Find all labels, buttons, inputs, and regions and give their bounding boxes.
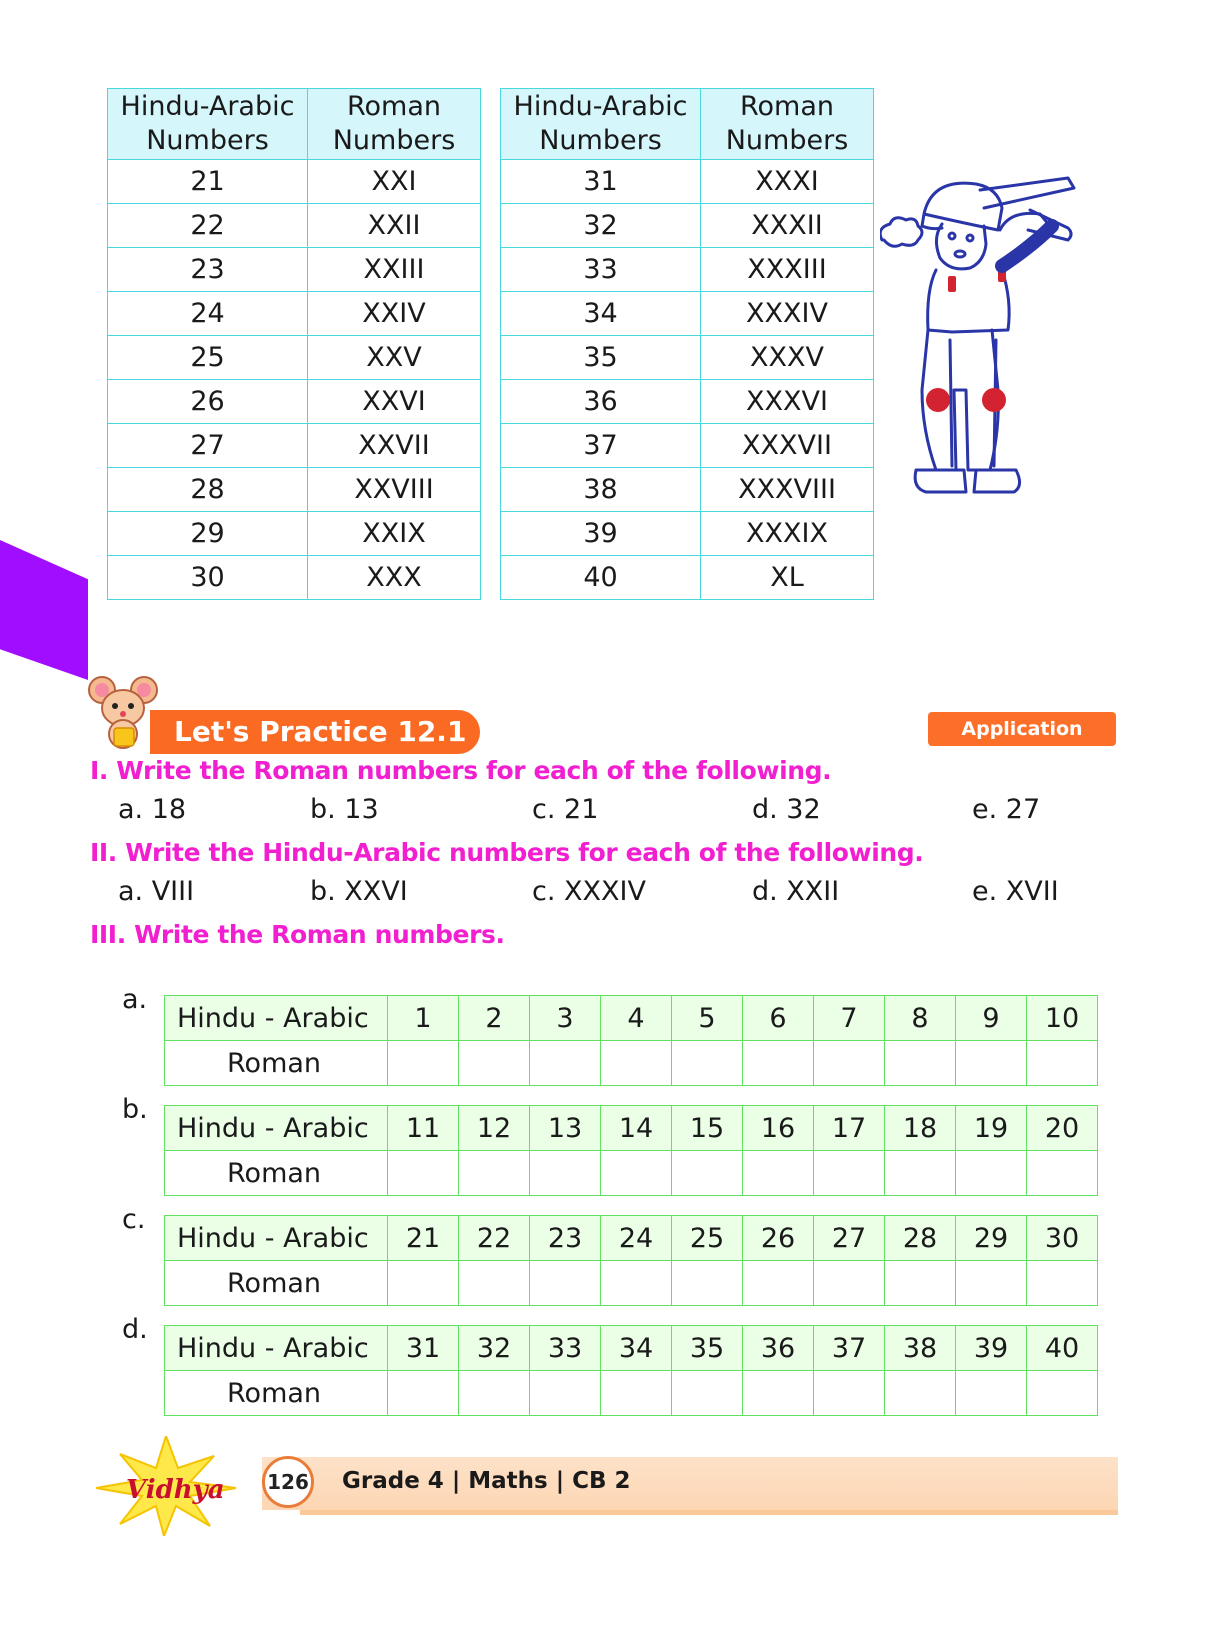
purple-edge-tab <box>0 540 88 680</box>
grid-row-heading: Roman <box>165 1261 388 1306</box>
hindu-arabic-cell: 37 <box>501 424 701 468</box>
hindu-arabic-cell: 24 <box>108 292 308 336</box>
roman-cell: XXII <box>308 204 481 248</box>
answer-cell[interactable] <box>1027 1261 1098 1306</box>
grid-number-cell: 13 <box>530 1106 601 1151</box>
hindu-arabic-cell: 27 <box>108 424 308 468</box>
reference-table-31-40 <box>500 88 874 600</box>
answer-cell[interactable] <box>885 1371 956 1416</box>
grid-number-cell: 28 <box>885 1216 956 1261</box>
question-item: e. XVII <box>972 876 1059 907</box>
answer-cell[interactable] <box>814 1371 885 1416</box>
answer-cell[interactable] <box>885 1041 956 1086</box>
grid-number-cell: 23 <box>530 1216 601 1261</box>
grid-number-cell: 10 <box>1027 996 1098 1041</box>
hindu-arabic-cell: 21 <box>108 160 308 204</box>
hindu-arabic-cell: 22 <box>108 204 308 248</box>
grid-number-cell: 1 <box>388 996 459 1041</box>
answer-cell[interactable] <box>956 1371 1027 1416</box>
answer-cell[interactable] <box>1027 1371 1098 1416</box>
batter-illustration <box>880 170 1110 510</box>
practice-grid-d <box>164 1325 1098 1416</box>
question-1-items <box>0 794 1223 828</box>
answer-cell[interactable] <box>388 1041 459 1086</box>
hindu-arabic-cell: 25 <box>108 336 308 380</box>
roman-cell: XXX <box>308 556 481 600</box>
grid-number-cell: 4 <box>601 996 672 1041</box>
answer-cell[interactable] <box>814 1151 885 1196</box>
table-row <box>501 512 874 556</box>
answer-cell[interactable] <box>530 1261 601 1306</box>
hindu-arabic-cell: 29 <box>108 512 308 556</box>
grid-number-cell: 25 <box>672 1216 743 1261</box>
answer-cell[interactable] <box>743 1371 814 1416</box>
table-row <box>108 380 481 424</box>
answer-cell[interactable] <box>459 1261 530 1306</box>
table-header-roman: Roman Numbers <box>308 89 481 160</box>
table-row <box>108 160 481 204</box>
grid-number-cell: 15 <box>672 1106 743 1151</box>
hindu-arabic-cell: 38 <box>501 468 701 512</box>
practice-grid-c <box>164 1215 1098 1306</box>
table-row <box>501 424 874 468</box>
grid-number-cell: 14 <box>601 1106 672 1151</box>
grid-number-cell: 19 <box>956 1106 1027 1151</box>
grid-number-cell: 20 <box>1027 1106 1098 1151</box>
page-number: 126 <box>262 1456 314 1508</box>
answer-cell[interactable] <box>601 1151 672 1196</box>
answer-cell[interactable] <box>388 1151 459 1196</box>
grid-number-cell: 38 <box>885 1326 956 1371</box>
hindu-arabic-cell: 31 <box>501 160 701 204</box>
reference-table-21-30 <box>107 88 481 600</box>
grid-row-heading: Roman <box>165 1151 388 1196</box>
grid-number-cell: 32 <box>459 1326 530 1371</box>
roman-cell: XXXIX <box>701 512 874 556</box>
grid-row-heading: Hindu - Arabic <box>165 1326 388 1371</box>
hindu-arabic-cell: 39 <box>501 512 701 556</box>
hindu-arabic-cell: 36 <box>501 380 701 424</box>
roman-cell: XXXV <box>701 336 874 380</box>
hindu-arabic-cell: 40 <box>501 556 701 600</box>
table-row <box>108 336 481 380</box>
footer-text: Grade 4 | Maths | CB 2 <box>342 1468 631 1494</box>
grid-number-cell: 12 <box>459 1106 530 1151</box>
grid-number-cell: 31 <box>388 1326 459 1371</box>
table-row <box>108 424 481 468</box>
table-row <box>501 160 874 204</box>
table-row <box>501 556 874 600</box>
table-row <box>501 248 874 292</box>
answer-cell[interactable] <box>530 1041 601 1086</box>
grid-row-heading: Hindu - Arabic <box>165 996 388 1041</box>
grid-label: d. <box>122 1314 148 1345</box>
grid-number-cell: 39 <box>956 1326 1027 1371</box>
answer-cell[interactable] <box>530 1151 601 1196</box>
application-badge: Application <box>928 712 1116 746</box>
answer-cell[interactable] <box>885 1151 956 1196</box>
roman-cell: XXXIII <box>701 248 874 292</box>
question-item: b. XXVI <box>310 876 408 907</box>
grid-number-cell: 9 <box>956 996 1027 1041</box>
grid-row-heading: Hindu - Arabic <box>165 1106 388 1151</box>
grid-number-cell: 21 <box>388 1216 459 1261</box>
grid-row-heading: Roman <box>165 1041 388 1086</box>
table-row <box>108 468 481 512</box>
table-row <box>108 556 481 600</box>
answer-cell[interactable] <box>814 1261 885 1306</box>
question-item: c. 21 <box>532 794 599 825</box>
grid-number-cell: 16 <box>743 1106 814 1151</box>
roman-cell: XXVI <box>308 380 481 424</box>
table-row <box>108 292 481 336</box>
grid-number-cell: 17 <box>814 1106 885 1151</box>
hindu-arabic-cell: 26 <box>108 380 308 424</box>
answer-cell[interactable] <box>601 1371 672 1416</box>
question-item: d. XXII <box>752 876 840 907</box>
answer-cell[interactable] <box>743 1041 814 1086</box>
table-row <box>501 292 874 336</box>
answer-cell[interactable] <box>743 1261 814 1306</box>
footer-underline <box>300 1510 1118 1515</box>
answer-cell[interactable] <box>743 1151 814 1196</box>
grid-number-cell: 37 <box>814 1326 885 1371</box>
answer-cell[interactable] <box>388 1371 459 1416</box>
roman-cell: XXXI <box>701 160 874 204</box>
grid-number-cell: 8 <box>885 996 956 1041</box>
question-item: c. XXXIV <box>532 876 646 907</box>
grid-number-cell: 35 <box>672 1326 743 1371</box>
answer-cell[interactable] <box>885 1261 956 1306</box>
answer-cell[interactable] <box>672 1151 743 1196</box>
grid-number-cell: 3 <box>530 996 601 1041</box>
grid-number-cell: 29 <box>956 1216 1027 1261</box>
answer-cell[interactable] <box>459 1371 530 1416</box>
question-item: a. 18 <box>118 794 187 825</box>
table-row <box>501 204 874 248</box>
practice-grid-a <box>164 995 1098 1086</box>
table-row <box>108 204 481 248</box>
answer-cell[interactable] <box>530 1371 601 1416</box>
table-header-roman: Roman Numbers <box>701 89 874 160</box>
question-item: b. 13 <box>310 794 379 825</box>
grid-number-cell: 2 <box>459 996 530 1041</box>
grid-number-cell: 33 <box>530 1326 601 1371</box>
grid-number-cell: 24 <box>601 1216 672 1261</box>
table-row <box>108 512 481 556</box>
roman-cell: XXXVI <box>701 380 874 424</box>
answer-cell[interactable] <box>672 1371 743 1416</box>
grid-number-cell: 5 <box>672 996 743 1041</box>
answer-cell[interactable] <box>956 1151 1027 1196</box>
grid-label: b. <box>122 1094 148 1125</box>
roman-cell: XXIII <box>308 248 481 292</box>
grid-number-cell: 7 <box>814 996 885 1041</box>
grid-row-heading: Hindu - Arabic <box>165 1216 388 1261</box>
table-header-hindu-arabic: Hindu-Arabic Numbers <box>108 89 308 160</box>
answer-cell[interactable] <box>956 1041 1027 1086</box>
roman-cell: XXXIV <box>701 292 874 336</box>
question-2-items <box>0 876 1223 910</box>
grid-label: c. <box>122 1204 146 1235</box>
answer-cell[interactable] <box>672 1261 743 1306</box>
grid-label: a. <box>122 984 148 1015</box>
table-row <box>501 468 874 512</box>
practice-grid-b <box>164 1105 1098 1196</box>
grid-number-cell: 27 <box>814 1216 885 1261</box>
roman-cell: XXIX <box>308 512 481 556</box>
grid-row-heading: Roman <box>165 1371 388 1416</box>
question-1-heading: I. Write the Roman numbers for each of the following. <box>90 756 832 785</box>
question-3-heading: III. Write the Roman numbers. <box>90 920 505 949</box>
table-row <box>501 336 874 380</box>
answer-cell[interactable] <box>601 1261 672 1306</box>
answer-cell[interactable] <box>1027 1151 1098 1196</box>
grid-number-cell: 40 <box>1027 1326 1098 1371</box>
grid-number-cell: 22 <box>459 1216 530 1261</box>
roman-cell: XXXVIII <box>701 468 874 512</box>
answer-cell[interactable] <box>601 1041 672 1086</box>
practice-title: Let's Practice 12.1 <box>150 710 480 754</box>
table-row <box>501 380 874 424</box>
practice-section-header <box>88 672 1118 752</box>
grid-number-cell: 18 <box>885 1106 956 1151</box>
roman-cell: XXVII <box>308 424 481 468</box>
hindu-arabic-cell: 34 <box>501 292 701 336</box>
mouse-mascot-icon <box>88 672 158 752</box>
roman-cell: XXI <box>308 160 481 204</box>
table-header-hindu-arabic: Hindu-Arabic Numbers <box>501 89 701 160</box>
roman-cell: XL <box>701 556 874 600</box>
answer-cell[interactable] <box>672 1041 743 1086</box>
hindu-arabic-cell: 30 <box>108 556 308 600</box>
table-row <box>108 248 481 292</box>
hindu-arabic-cell: 23 <box>108 248 308 292</box>
answer-cell[interactable] <box>459 1151 530 1196</box>
hindu-arabic-cell: 33 <box>501 248 701 292</box>
question-item: a. VIII <box>118 876 195 907</box>
roman-cell: XXXII <box>701 204 874 248</box>
answer-cell[interactable] <box>459 1041 530 1086</box>
question-2-heading: II. Write the Hindu-Arabic numbers for each of the following. <box>90 838 924 867</box>
logo-text: Vidhya <box>126 1475 225 1505</box>
grid-number-cell: 11 <box>388 1106 459 1151</box>
grid-number-cell: 34 <box>601 1326 672 1371</box>
answer-cell[interactable] <box>956 1261 1027 1306</box>
hindu-arabic-cell: 32 <box>501 204 701 248</box>
hindu-arabic-cell: 35 <box>501 336 701 380</box>
question-item: e. 27 <box>972 794 1041 825</box>
roman-cell: XXVIII <box>308 468 481 512</box>
answer-cell[interactable] <box>388 1261 459 1306</box>
question-item: d. 32 <box>752 794 821 825</box>
answer-cell[interactable] <box>1027 1041 1098 1086</box>
roman-cell: XXXVII <box>701 424 874 468</box>
grid-number-cell: 36 <box>743 1326 814 1371</box>
answer-cell[interactable] <box>814 1041 885 1086</box>
grid-number-cell: 26 <box>743 1216 814 1261</box>
hindu-arabic-cell: 28 <box>108 468 308 512</box>
vidhya-logo <box>86 1436 256 1536</box>
roman-cell: XXV <box>308 336 481 380</box>
roman-cell: XXIV <box>308 292 481 336</box>
grid-number-cell: 6 <box>743 996 814 1041</box>
grid-number-cell: 30 <box>1027 1216 1098 1261</box>
